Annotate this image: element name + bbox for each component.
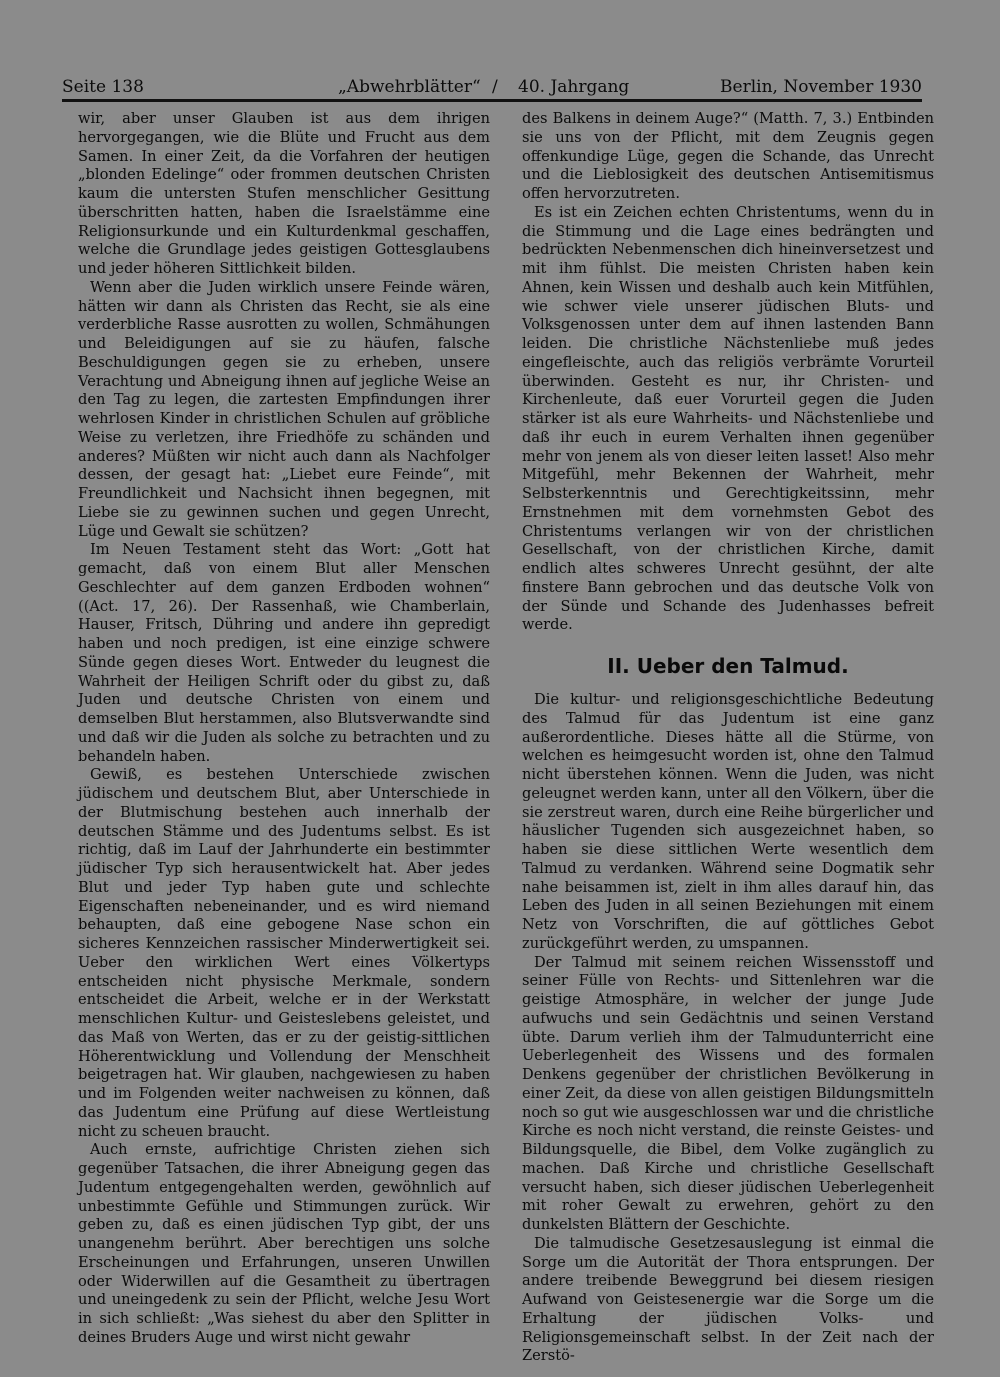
paragraph: Gewiß, es bestehen Unterschiede zwischen jüdischem und deutschem Blut, aber Unterschiede in der Blutmischung bestehen auch innerhalb der deutschen Stämme und des Judentums selbst. Es ist richtig, daß im Lauf der Jahrhunderte ein bestimmter jüdischer Typ sich herausentwickelt hat. Aber jedes Blut und jeder Typ haben gute und schlechte Eigenschaften nebeneinander, und es wird niemand behaupten, daß eine gebogene Nase schon ein sicheres Kennzeichen rassischer Minderwertigkeit sei. Ueber den wirklichen Wert eines Völkertyps entscheiden nicht physische Merkmale, sondern entscheidet die Arbeit, welche er in der Werkstatt menschlichen Kultur- und Geisteslebens geleistet, und das Maß von Werten, das er zu der geistig-sittlichen Höherentwicklung und Vollendung der Menschheit beigetragen hat. Wir glauben, nachgewiesen zu haben und im Folgenden weiter nachweisen zu können, daß das Judentum eine Prüfung auf diese Wertleistung nicht zu scheuen braucht.	[78, 766, 490, 1140]
volume-label: 40. Jahrgang	[518, 77, 630, 97]
paragraph: Es ist ein Zeichen echten Christentums, wenn du in die Stimmung und die Lage eines bedrängten und bedrückten Nebenmenschen dich hineinversetzest und mit ihm fühlst. Die meisten Christen haben kein Ahnen, kein Wissen und deshalb auch kein Mitfühlen, wie schwer viele unserer jüdischen Bluts- und Volksgenossen unter dem auf ihnen lastenden Bann leiden. Die christliche Nächstenliebe muß jedes eingefleischte, auch das religiös verbrämte Vorurteil überwinden. Gesteht es nur, ihr Christen- und Kirchenleute, daß euer Vorurteil gegen die Juden stärker ist als eure Wahrheits- und Nächstenliebe und daß ihr euch in eurem Verhalten ihnen gegenüber mehr von jenem als von dieser leiten lasset! Also mehr Mitgefühl, mehr Bekennen der Wahrheit, mehr Selbsterkenntnis und Gerechtigkeitssinn, mehr Ernstnehmen mit dem vornehmsten Gebot des Christentums verlangen wir von der christlichen Gesellschaft, von der christlichen Kirche, damit endlich altes schweres Unrecht gesühnt, der alte finstere Bann gebrochen und das deutsche Volk von der Sünde und Schande des Judenhasses befreit werde.	[522, 203, 934, 634]
paragraph: Die talmudische Gesetzesauslegung ist einmal die Sorge um die Autorität der Thora entsprungen. Der andere treibende Beweggrund bei diesem riesigen Aufwand von Geistesenergie war die Sorge um die Erhaltung der jüdischen Volks- und Religionsgemeinschaft selbst. In der Zeit nach der Zerstö-	[522, 1234, 934, 1365]
paragraph: Die kultur- und religionsgeschichtliche Bedeutung des Talmud für das Judentum ist eine ganz außerordentliche. Dieses hätte all die Stürme, von welchen es heimgesucht worden ist, ohne den Talmud nicht überstehen können. Wenn die Juden, was nicht geleugnet werden kann, unter all den Völkern, über die sie zerstreut waren, durch eine Reihe bürgerlicher und häuslicher Tugenden sich ausgezeichnet haben, so haben sie diese sittlichen Werte wesentlich dem Talmud zu verdanken. Während seine Dogmatik sehr nahe beisammen ist, zielt in ihm alles darauf hin, das Leben des Juden in all seinen Beziehungen mit einem Netz von Vorschriften, die auf göttliches Gebot zurückgeführt werden, zu umspannen.	[522, 691, 934, 952]
header-rule	[62, 99, 922, 102]
paragraph: des Balkens in deinem Auge?“ (Matth. 7, 3.) Entbinden sie uns von der Pflicht, mit dem Zeugnis gegen offenkundige Lüge, gegen die Schande, das Unrecht und die Lieblosigkeit des deutschen Antisemitismus offen hervorzutreten.	[522, 110, 934, 202]
page-number: Seite 138	[62, 77, 144, 97]
section-heading: II. Ueber den Talmud.	[607, 654, 849, 678]
paragraph: Auch ernste, aufrichtige Christen ziehen sich gegenüber Tatsachen, die ihrer Abneigung gegen das Judentum entgegengehalten werden, gewöhnlich auf unbestimmte Gefühle und Stimmungen zurück. Wir geben zu, daß es einen jüdischen Typ gibt, der uns unangenehm berührt. Aber berechtigen uns solche Erscheinungen und Erfahrungen, unseren Unwillen oder Widerwillen auf die Gesamtheit zu übertragen und uneingedenk zu sein der Pflicht, welche Jesu Wort in sich schließt: „Was siehest du aber den Splitter in deines Bruders Auge und wirst nicht gewahr	[78, 1141, 490, 1346]
publication-title: „Abwehrblätter“	[338, 77, 481, 97]
paragraph: Wenn aber die Juden wirklich unsere Feinde wären, hätten wir dann als Christen das Recht, sie als eine verderbliche Rasse ausrotten zu wollen, Schmähungen und Beleidigungen auf sie zu häufen, falsche Beschuldigungen gegen sie zu erheben, unsere Verachtung und Abneigung ihnen auf jegliche Weise an den Tag zu legen, die zartesten Empfindungen ihrer wehrlosen Kinder in christlichen Schulen auf gröbliche Weise zu verletzen, ihre Friedhöfe zu schänden und anderes? Müßten wir nicht auch dann als Nachfolger dessen, der gesagt hat: „Liebet eure Feinde“, mit Freundlichkeit und Nachsicht ihnen begegnen, mit Liebe sie zu gewinnen suchen und gegen Unrecht, Lüge und Gewalt sie schützen?	[78, 278, 490, 540]
paragraph: Der Talmud mit seinem reichen Wissensstoff und seiner Fülle von Rechts- und Sittenlehren war die geistige Atmosphäre, in welcher der junge Jude aufwuchs und sein Gedächtnis und seinen Verstand übte. Darum verlieh ihm der Talmudunterricht eine Ueberlegenheit des Wissens und des formalen Denkens gegenüber der christlichen Bevölkerung in einer Zeit, da diese von allen geistigen Bildungsmitteln noch so gut wie ausgeschlossen war und die christliche Kirche es noch nicht verstand, die reinste Geistes- und Bildungsquelle, die Bibel, dem Volke zugänglich zu machen. Daß Kirche und christliche Gesellschaft versucht haben, sich dieser jüdischen Ueberlegenheit mit roher Gewalt zu erwehren, gehört zu den dunkelsten Blättern der Geschichte.	[522, 953, 934, 1233]
page-header	[62, 76, 922, 98]
header-separator: /	[492, 77, 498, 97]
place-date: Berlin, November 1930	[720, 77, 922, 97]
right-column	[522, 110, 934, 1366]
left-column	[78, 110, 490, 1348]
paragraph: Im Neuen Testament steht das Wort: „Gott hat gemacht, daß von einem Blut aller Menschen Geschlechter auf dem ganzen Erdboden wohnen“ ((Act. 17, 26). Der Rassenhaß, wie Chamberlain, Hauser, Fritsch, Dühring und andere ihn gepredigt haben und noch predigen, ist eine einzige schwere Sünde gegen dieses Wort. Entweder du leugnest die Wahrheit der Heiligen Schrift oder du gibst zu, daß Juden und deutsche Christen von einem und demselben Blut herstammen, also Blutsverwandte sind und daß wir die Juden als solche zu betrachten und zu behandeln haben.	[78, 541, 490, 765]
paragraph: wir, aber unser Glauben ist aus dem ihrigen hervorgegangen, wie die Blüte und Frucht aus dem Samen. In einer Zeit, da die Vorfahren der heutigen „blonden Edelinge“ oder frommen deutschen Christen kaum die untersten Stufen menschlicher Gesittung überschritten hatten, haben die Israelstämme eine Religionsurkunde und ein Kulturdenkmal geschaffen, welche die Grundlage jedes geistigen Gottesglaubens und jeder höheren Sittlichkeit bilden.	[78, 110, 490, 277]
